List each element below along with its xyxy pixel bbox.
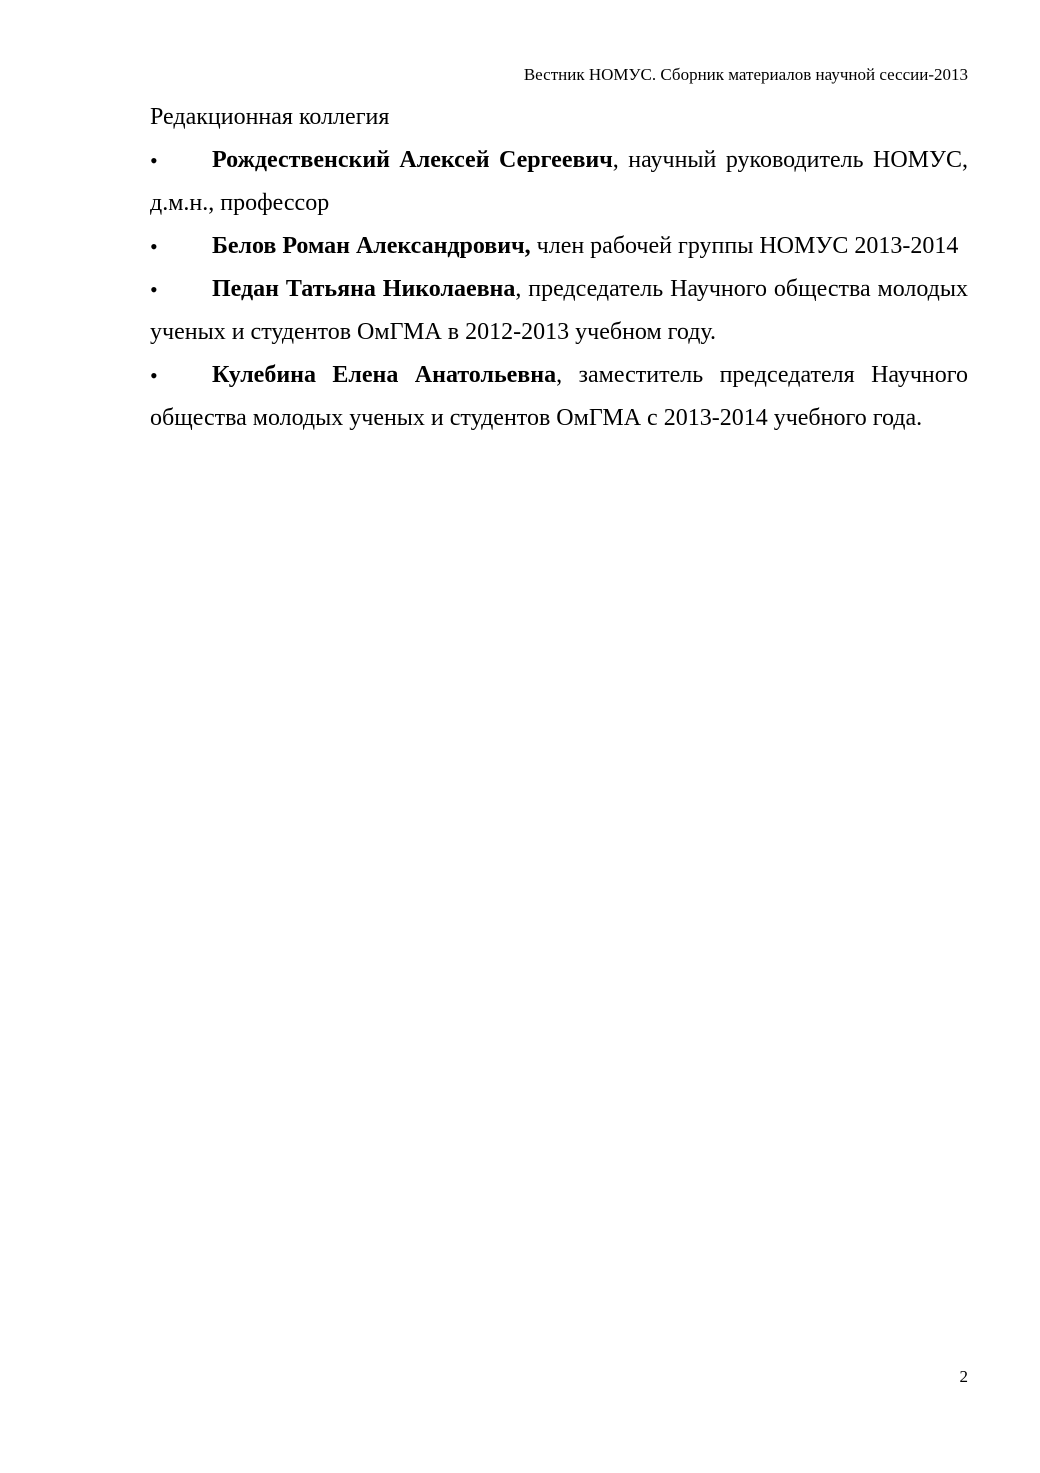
member-name: Педан Татьяна Николаевна bbox=[212, 276, 516, 302]
member-description: , научный руководитель НОМУС, д.м.н., профессор bbox=[150, 147, 968, 216]
bullet-icon: • bbox=[150, 363, 158, 388]
bullet-icon: • bbox=[150, 148, 158, 173]
member-name: Кулебина Елена Анатольевна bbox=[212, 362, 557, 388]
page-number: 2 bbox=[959, 1367, 968, 1386]
document-body bbox=[150, 96, 968, 440]
board-member-entry bbox=[150, 139, 968, 225]
board-member-entry bbox=[150, 354, 968, 440]
bullet-icon: • bbox=[150, 234, 158, 259]
member-description: член рабочей группы НОМУС 2013-2014 bbox=[530, 233, 959, 259]
board-member-entry bbox=[150, 268, 968, 354]
bullet-icon: • bbox=[150, 277, 158, 302]
editorial-board-heading: Редакционная коллегия bbox=[150, 104, 390, 130]
member-description: , заместитель председателя Научного общества молодых ученых и студентов ОмГМА с 2013-2014 учебного года. bbox=[150, 362, 968, 431]
member-name: Рождественский Алексей Сергеевич bbox=[212, 147, 613, 173]
board-member-entry bbox=[150, 225, 968, 268]
member-description: , председатель Научного общества молодых ученых и студентов ОмГМА в 2012-2013 учебном году. bbox=[150, 276, 968, 345]
member-name: Белов Роман Александрович, bbox=[212, 233, 531, 259]
running-header: Вестник НОМУС. Сборник материалов научной сессии-2013 bbox=[523, 65, 968, 84]
